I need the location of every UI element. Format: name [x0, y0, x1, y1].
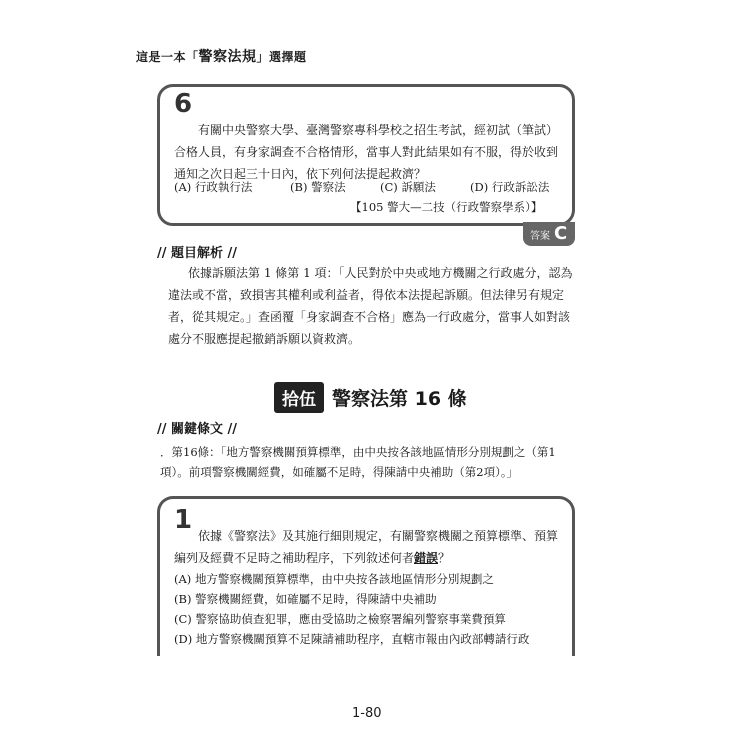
option-key: (A) [174, 572, 192, 586]
header-prefix: 這是一本「 [136, 50, 199, 64]
analysis-text: 依據訴願法第 1 條第 1 項：「人民對於中央或地方機關之行政處分，認為違法或不當，致損害其權利或利益者，得依本法提起訴願。但法律另有規定者，從其規定。」查函覆「身家調查不合格」應為一行政處分，當事人如對該處分不服應提起撤銷訴願以資救濟。 [168, 266, 573, 346]
chapter-badge: 拾伍 [274, 382, 324, 413]
question-1-box [157, 496, 575, 656]
question-source: 【105 警大—二技（行政警察學系）】 [350, 200, 543, 214]
option-b [174, 591, 437, 607]
analysis-label: // 題目解析 // [157, 246, 238, 261]
question-text-main: 依據《警察法》及其施行細則規定，有關警察機關之預算標準、預算編列及經費不足時之補助程序，下列敘述何者 [174, 529, 559, 565]
answer-label: 答案 [530, 231, 550, 242]
option-key: (D) [174, 632, 193, 646]
page-number: 1-80 [352, 706, 382, 721]
key-article-text: ．第16條：「地方警察機關預算標準，由中央按各該地區情形分別規劃之（第1項）。前項警察機關經費，如確屬不足時，得陳請中央補助（第2項）。」 [160, 445, 556, 479]
question-number: 1 [166, 505, 200, 535]
option-c [380, 179, 436, 195]
option-key: (C) [380, 180, 398, 194]
chapter-title: 警察法第 16 條 [332, 388, 467, 410]
question-number: 6 [166, 89, 200, 119]
option-key: (C) [174, 612, 192, 626]
option-b [290, 179, 346, 195]
question-text [174, 525, 566, 569]
question-6-box [157, 84, 575, 226]
running-header [136, 46, 307, 66]
answer-value: C [554, 223, 568, 244]
option-text: 地方警察機關預算不足陳請補助程序，直轄市報由內政部轉請行政 [195, 632, 530, 646]
option-d [174, 631, 529, 647]
option-key: (B) [290, 180, 308, 194]
question-text: 有關中央警察大學、臺灣警察專科學校之招生考試，經初試（筆試）合格人員，有身家調查不合格情形，當事人對此結果如有不服，得於收到通知之次日起三十日內，依下列何法提起救濟？ [174, 123, 559, 181]
option-text: 訴願法 [401, 180, 436, 194]
option-text: 行政執行法 [194, 180, 253, 194]
option-text: 警察法 [311, 180, 346, 194]
option-key: (B) [174, 592, 192, 606]
option-c [174, 611, 506, 627]
option-key: (D) [470, 180, 489, 194]
question-text-end: ？ [438, 551, 451, 565]
answer-tag [523, 222, 575, 246]
chapter-heading [274, 382, 467, 410]
key-article-label: // 關鍵條文 // [157, 422, 238, 437]
option-text: 地方警察機關預算標準，由中央按各該地區情形分別規劃之 [194, 572, 494, 586]
option-a [174, 179, 252, 195]
header-highlight: 警察法規 [198, 49, 257, 65]
option-text: 行政訴訟法 [491, 180, 550, 194]
option-text: 警察機關經費，如確屬不足時，得陳請中央補助 [195, 592, 437, 606]
header-suffix: 」選擇題 [256, 50, 307, 64]
question-emphasis: 錯誤 [414, 551, 439, 565]
option-key: (A) [174, 180, 192, 194]
option-text: 警察協助偵查犯罪，應由受協助之檢察署編列警察事業費預算 [195, 612, 506, 626]
option-d [470, 179, 549, 195]
option-a [174, 571, 494, 587]
